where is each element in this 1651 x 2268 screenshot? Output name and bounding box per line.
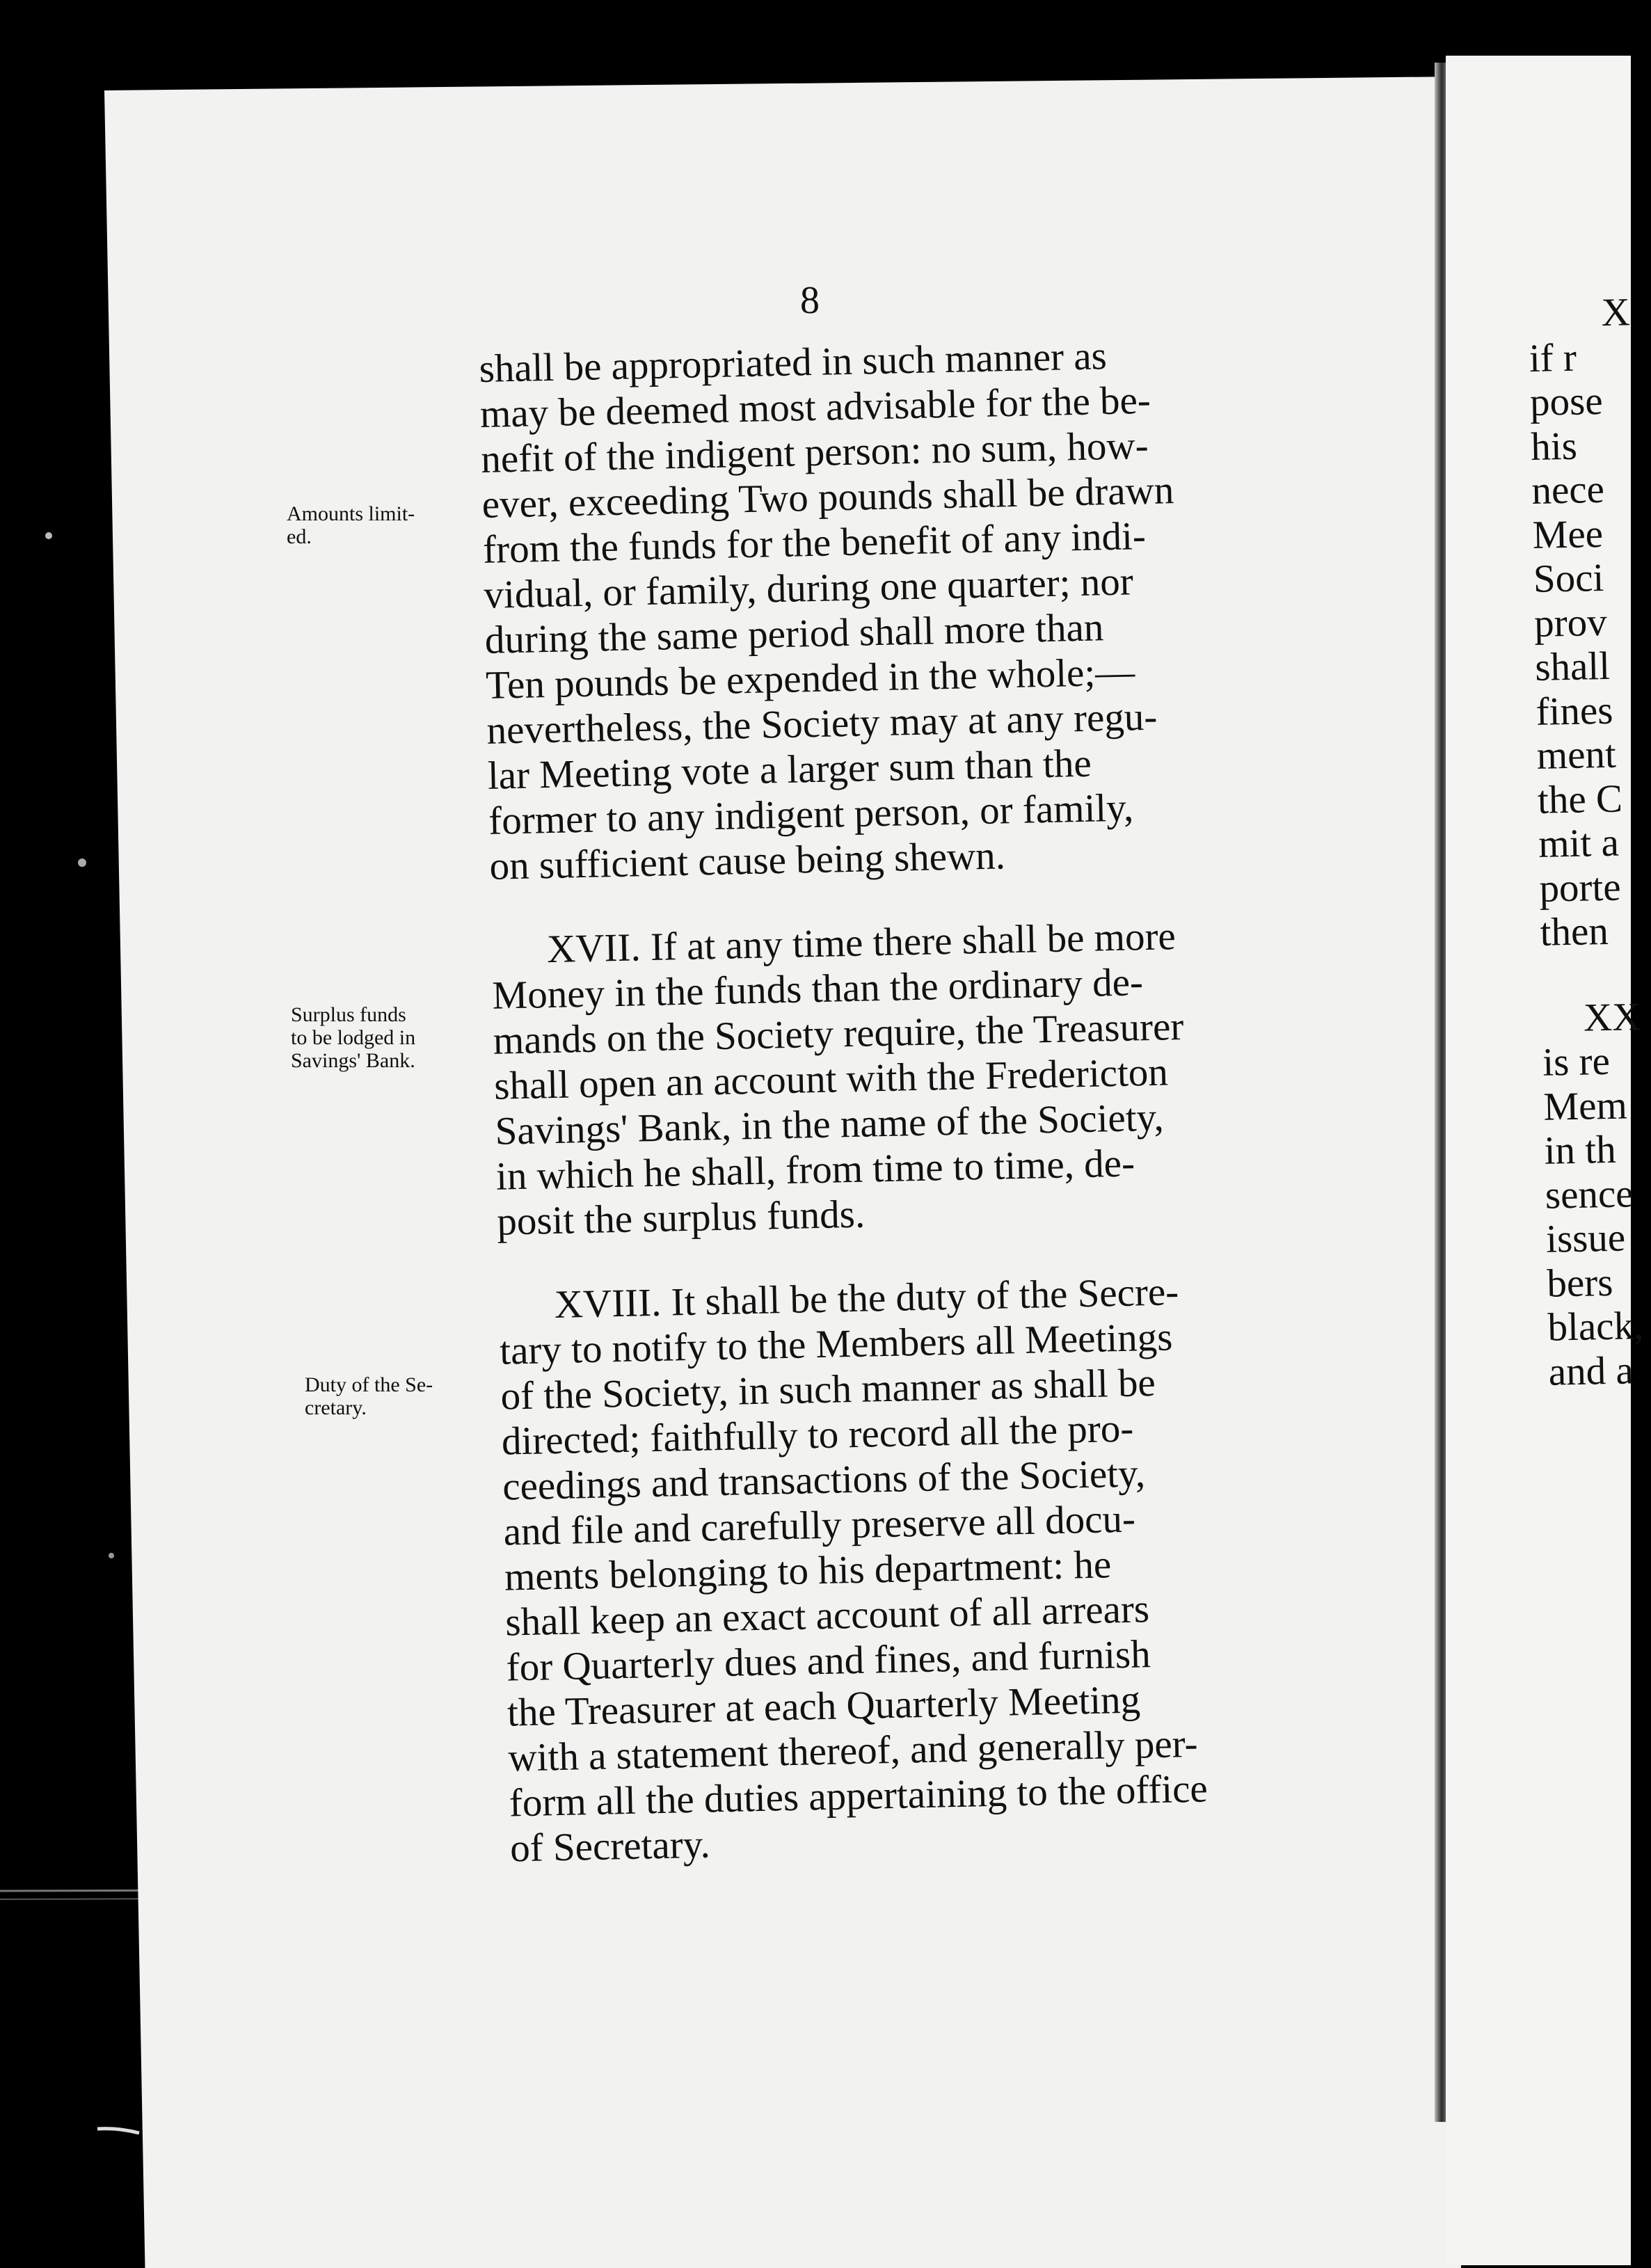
page-number: 8 — [800, 279, 820, 322]
text-line: in th — [1544, 1127, 1617, 1173]
right-heading-1: X — [1600, 290, 1631, 335]
text-line: then — [1540, 909, 1609, 955]
text-line: Mem — [1542, 1083, 1628, 1129]
text-line: of the Society, in such manner as shall be — [500, 1360, 1156, 1419]
text-line: form all the duties appertaining to the office — [509, 1766, 1209, 1826]
text-line: Money in the funds than the ordinary de- — [491, 960, 1144, 1018]
text-line: porte — [1538, 865, 1622, 911]
text-line: XVII. If at any time there shall be more — [546, 914, 1177, 972]
text-line: shall keep an exact account of all arrears — [504, 1587, 1150, 1645]
text-line: his — [1530, 424, 1578, 469]
text-line: pose — [1529, 378, 1604, 424]
margin-note-amounts: Amounts limit- ed. — [287, 502, 415, 548]
page-body — [479, 328, 1408, 1871]
text-line: and file and carefully preserve all docu- — [503, 1496, 1136, 1554]
text-line: nece — [1531, 467, 1605, 513]
text-line: is re — [1542, 1039, 1611, 1085]
text-line: Mee — [1532, 511, 1604, 557]
text-line: if r — [1529, 335, 1577, 381]
text-line: mit a — [1538, 820, 1620, 866]
text-line: the Treasurer at each Quarterly Meeting — [507, 1677, 1141, 1735]
text-line: shall — [1534, 644, 1611, 689]
text-line: ments belonging to his department: he — [504, 1542, 1112, 1599]
text-line: shall open an account with the Fredericton — [493, 1050, 1169, 1108]
text-line: ment — [1536, 732, 1617, 778]
text-line: nevertheless, the Society may at any regu- — [486, 694, 1158, 753]
text-line: ever, exceeding Two pounds shall be drawn — [481, 468, 1174, 527]
text-line: nefit of the indigent person: no sum, how- — [480, 423, 1149, 481]
text-line: during the same period shall more than — [484, 605, 1104, 662]
text-line: mands on the Society require, the Treasurer — [493, 1005, 1184, 1063]
text-line: sence — [1545, 1171, 1634, 1217]
text-line: bers — [1546, 1260, 1613, 1306]
text-line: Savings' Bank, in the name of the Society, — [494, 1095, 1165, 1153]
text-line: tary to notify to the Members all Meetings — [499, 1315, 1173, 1373]
text-line: may be deemed most advisable for the be- — [479, 378, 1151, 436]
paragraph-xvii — [491, 909, 1395, 1245]
text-line: for Quarterly dues and fines, and furnish — [506, 1632, 1151, 1690]
margin-note-duty: Duty of the Se- cretary. — [305, 1373, 433, 1419]
text-line: vidual, or family, during one quarter; nor — [483, 559, 1134, 617]
text-line: fines — [1535, 688, 1613, 734]
text-line: lar Meeting vote a larger sum than the — [487, 741, 1092, 798]
right-heading-2: XX — [1583, 994, 1641, 1040]
text-line: black, — [1547, 1304, 1644, 1350]
text-line: of Secretary. — [509, 1822, 711, 1871]
text-line: XVIII. It shall be the duty of the Secre- — [554, 1270, 1179, 1327]
text-line: Soci — [1533, 555, 1604, 601]
text-line: former to any indigent person, or family, — [488, 785, 1134, 843]
paragraph-xviii — [498, 1265, 1407, 1871]
text-line: with a statement thereof, and generally per- — [507, 1721, 1199, 1780]
text-line: Ten pounds be expended in the whole;— — [485, 650, 1135, 708]
text-line: the C — [1537, 776, 1623, 822]
text-line: directed; faithfully to record all the pro- — [501, 1406, 1134, 1464]
text-line: prov — [1533, 600, 1608, 646]
text-line: on sufficient cause being shewn. — [488, 833, 1006, 888]
text-line: ceedings and transactions of the Society, — [502, 1451, 1146, 1509]
margin-note-surplus: Surplus funds to be lodged in Savings' Bank. — [291, 1003, 416, 1072]
paragraph-1 — [479, 328, 1387, 889]
text-line: and a — [1548, 1348, 1634, 1394]
text-line: from the funds for the benefit of any indi- — [482, 513, 1147, 572]
text-line: shall be appropriated in such manner as — [479, 334, 1108, 391]
right-page-text — [1528, 290, 1651, 1394]
text-line: posit the surplus funds. — [496, 1192, 866, 1244]
text-line: issue — [1545, 1215, 1626, 1261]
text-line: in which he shall, from time to time, de- — [495, 1141, 1135, 1199]
